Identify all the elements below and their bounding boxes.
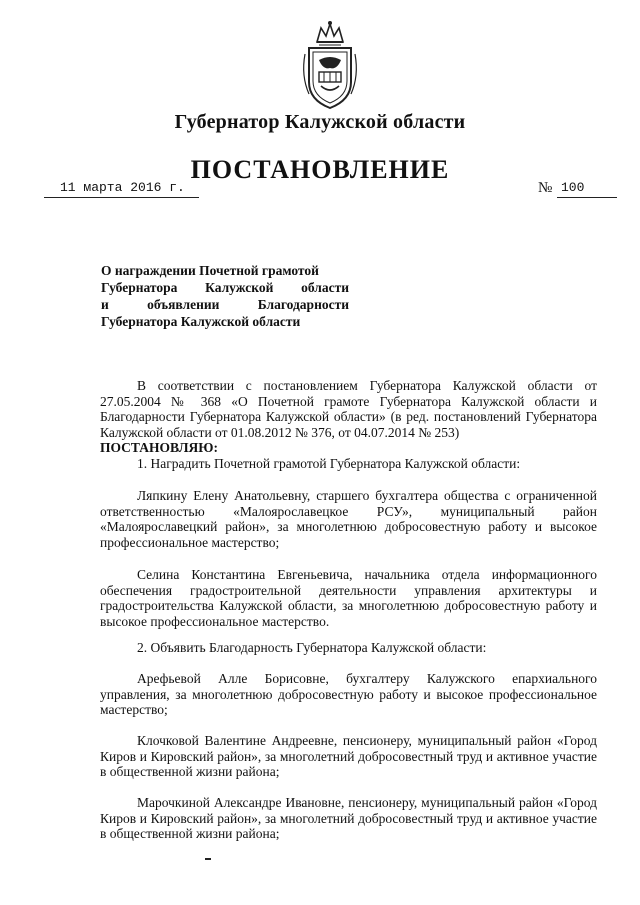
number-sign: № [538, 180, 553, 196]
coat-of-arms-icon [297, 20, 363, 112]
subject-line: и объявлении Благодарности [101, 297, 349, 312]
document-type-title: ПОСТАНОВЛЕНИЕ [190, 155, 450, 184]
document-subject [101, 262, 349, 330]
award-paragraph-1 [100, 488, 597, 550]
document-date: 11 марта 2016 г. [60, 180, 185, 195]
award-paragraph: Селина Константина Евгеньевича, начальника отдела информационного обеспечения градостроительной деятельности управления архитектуры и градостроительства Калужской области, за многолетнюю добросовестную работу и высокое профессиональное мастерство. [100, 567, 597, 629]
preamble-paragraph: В соответствии с постановлением Губернатора Калужской области от 27.05.2004 № 368 «О Почетной грамоте Губернатора Калужской области и Благодарности Губернатора Калужской области» (в ред. постановлений Губернатора Калужской области от 01.08.2012 № 376, от 04.07.2014 № 253) [100, 378, 597, 440]
item-2-heading-block [100, 640, 597, 656]
gratitude-paragraph-1 [100, 671, 597, 718]
item-1-heading: 1. Наградить Почетной грамотой Губернатора Калужской области: [137, 455, 521, 471]
gratitude-paragraph-2 [100, 733, 597, 780]
gratitude-paragraph: Марочкиной Александре Ивановне, пенсионеру, муниципальный район «Город Киров и Кировский район», за многолетний добросовестный труд и активное участие в общественной жизни района; [100, 795, 597, 842]
issuer-title: Губернатор Калужской области [174, 111, 466, 133]
item-2-heading: 2. Объявить Благодарность Губернатора Калужской области: [137, 640, 487, 655]
document-number: 100 [561, 180, 585, 195]
gratitude-paragraph-3 [100, 795, 597, 842]
decree-word: ПОСТАНОВЛЯЮ: [100, 440, 218, 456]
body-preamble-block [100, 378, 597, 472]
award-paragraph: Ляпкину Елену Анатольевну, старшего бухгалтера общества с ограниченной ответственностью «Малоярославецкое РСУ», муниципальный район «Малоярославецкий район», за многолетнюю добросовестную работу и высокое профессиональное мастерство; [100, 488, 597, 550]
subject-line: Губернатора Калужской области [101, 314, 301, 329]
subject-line: Губернатора Калужской области [101, 280, 349, 295]
subject-line: О награждении Почетной грамотой [101, 263, 319, 278]
number-underline [557, 197, 617, 198]
gratitude-paragraph: Клочковой Валентине Андреевне, пенсионеру, муниципальный район «Город Киров и Кировский район», за многолетний добросовестный труд и активное участие в общественной жизни района; [100, 733, 597, 780]
gratitude-paragraph: Арефьевой Алле Борисовне, бухгалтеру Калужского епархиального управления, за многолетнюю добросовестную работу и высокое профессиональное мастерство; [100, 671, 597, 718]
award-paragraph-2 [100, 567, 597, 629]
page-mark [205, 858, 211, 860]
date-underline [44, 197, 199, 198]
